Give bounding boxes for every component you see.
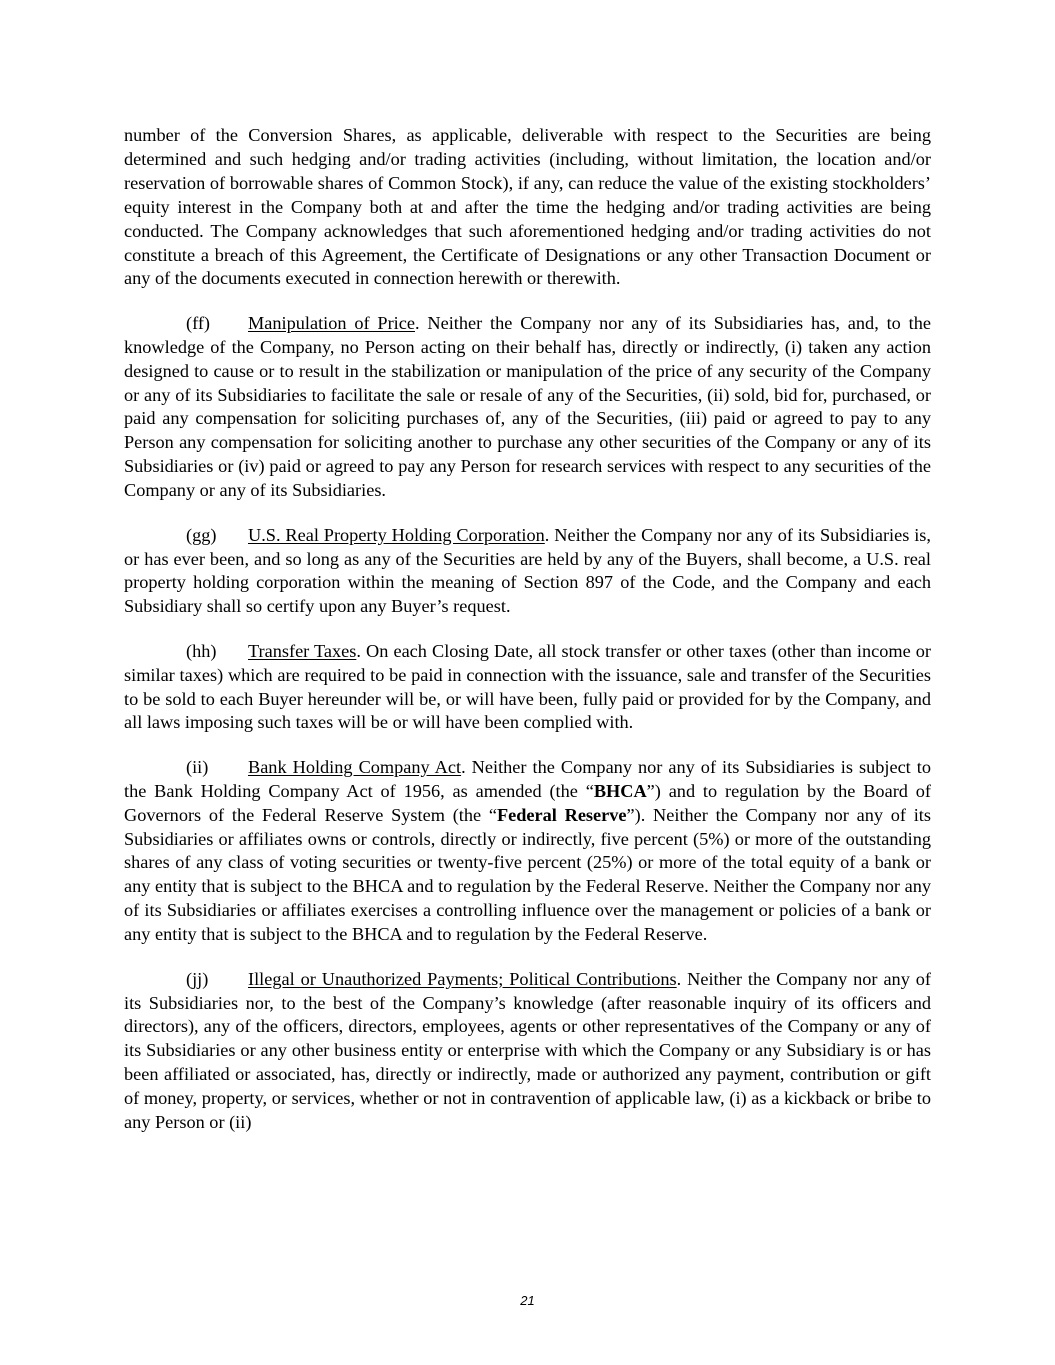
section-text: . Neither the Company nor any of its Subsidiaries has, and, to the knowledge of the Company, no Person acting on their behalf has, directly or indirectly, (i) taken any action designed to cause or to result in the stabilization or manipulation of the price of any security of the Company or any of its Subsidiaries to facilitate the sale or resale of any of the Securities, (ii) sold, bid for, purchased, or paid any compensation for soliciting purchases of, any of the Securities, (iii) paid or agreed to pay to any Person any compensation for soliciting another to purchase any other securities of the Company or any of its Subsidiaries or (iv) paid or agreed to pay any Person for research services with respect to any securities of the Company or any of its Subsidiaries.: [124, 312, 932, 501]
section-number: (jj): [186, 968, 209, 989]
section-text: . Neither the Company nor any of its Subsidiaries is, or has ever been, and so long as any of the Securities are held by any of the Buyers, shall become, a U.S. real property holding corporation within the meaning of Section 897 of the Code, and the Company and each Subsidiary shall so certify upon any Buyer’s request.: [124, 524, 931, 617]
section-hh: [124, 640, 931, 736]
section-heading: U.S. Real Property Holding Corporation: [248, 524, 545, 545]
defined-term-bhca: BHCA: [593, 780, 647, 801]
section-jj: [124, 968, 931, 1135]
section-heading: Illegal or Unauthorized Payments; Political Contributions: [248, 968, 677, 989]
section-heading: Manipulation of Price: [248, 312, 415, 333]
section-text: . Neither the Company nor any of its Subsidiaries is subject to the Bank Holding Company Act of 1956, as amended (the “: [124, 756, 932, 801]
defined-term-federal-reserve: Federal Reserve: [496, 804, 627, 825]
section-number: (ii): [186, 756, 209, 777]
page-number: 21: [520, 1293, 535, 1308]
section-text: ”). Neither the Company nor any of its Subsidiaries or affiliates owns or controls, directly or indirectly, five percent (5%) or more of the outstanding shares of any class of voting securities or twenty-five percent (25%) or more of the total equity of a bank or any entity that is subject to the BHCA and to regulation by the Federal Reserve. Neither the Company nor any of its Subsidiaries or affiliates exercises a controlling influence over the management or policies of a bank or any entity that is subject to the BHCA and to regulation by the Federal Reserve.: [124, 804, 931, 945]
continued-paragraph: number of the Conversion Shares, as applicable, deliverable with respect to the Securities are being determined and such hedging and/or trading activities (including, without limitation, the location and/or reservation of borrowable shares of Common Stock), if any, can reduce the value of the existing stockholders’ equity interest in the Company both at and after the time the hedging and/or trading activities are being conducted. The Company acknowledges that such aforementioned hedging and/or trading activities do not constitute a breach of this Agreement, the Certificate of Designations or any other Transaction Document or any of the documents executed in connection herewith or therewith.: [124, 125, 931, 289]
section-heading: Transfer Taxes: [248, 640, 357, 661]
section-text: . Neither the Company nor any of its Subsidiaries nor, to the best of the Company’s knowledge (after reasonable inquiry of its officers and directors), any of the officers, directors, employees, agents or other representatives of the Company or any of its Subsidiaries or any other business entity or enterprise with which the Company or any Subsidiary is or has been affiliated or associated, has, directly or indirectly, made or authorized any payment, contribution or gift of money, property, or services, whether or not in contravention of applicable law, (i) as a kickback or bribe to any Person or (ii): [124, 968, 931, 1133]
section-ff: [124, 312, 931, 503]
section-number: (hh): [186, 640, 217, 661]
section-ii: [124, 756, 931, 947]
section-number: (ff): [186, 312, 211, 333]
section-number: (gg): [186, 524, 217, 545]
section-gg: [124, 524, 931, 620]
section-text: ”) and to regulation by the Board of Governors of the Federal Reserve System (the “: [124, 780, 931, 825]
section-text: . On each Closing Date, all stock transfer or other taxes (other than income or similar taxes) which are required to be paid in connection with the issuance, sale and transfer of the Securities to be sold to each Buyer hereunder will be, or will have been, fully paid or provided for by the Company, and all laws imposing such taxes will be or will have been complied with.: [124, 640, 931, 733]
section-heading: Bank Holding Company Act: [248, 756, 462, 777]
document-page: [124, 124, 931, 1155]
